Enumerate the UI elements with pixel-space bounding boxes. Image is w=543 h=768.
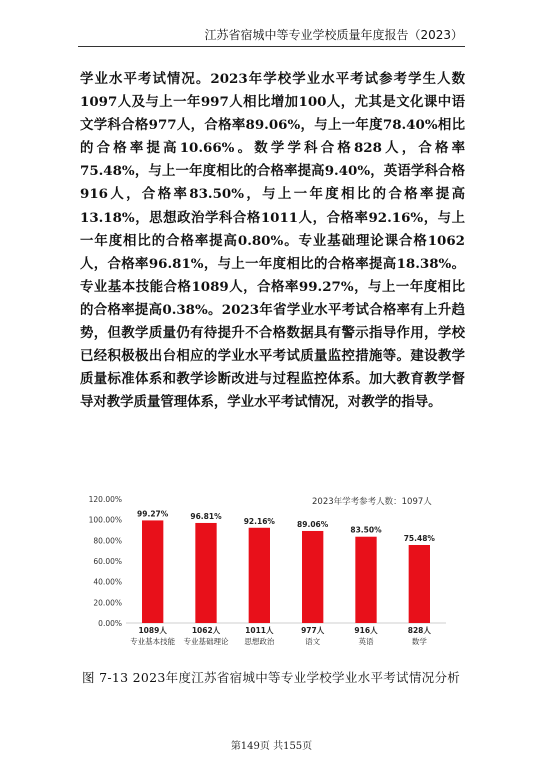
bar-count-label: 1011人 (245, 626, 274, 635)
bar-count-label: 1089人 (138, 626, 167, 635)
figure-caption: 图 7-13 2023年度江苏省宿城中等专业学校学业水平考试情况分析 (82, 670, 461, 685)
bar (409, 545, 430, 623)
y-tick-label: 100.00% (88, 515, 122, 525)
chart-annotation: 2023年学考参考人数：1097人 (312, 497, 432, 507)
pass-rate-chart-svg (80, 489, 452, 655)
bar-value-label: 92.16% (243, 516, 275, 526)
page-header: 江苏省宿城中等专业学校质量年度报告（2023） (204, 28, 463, 42)
x-category-label: 数学 (411, 637, 427, 646)
x-category-label: 专业基础理论 (183, 637, 229, 646)
bar-count-label: 828人 (407, 626, 431, 635)
bar (355, 537, 376, 623)
bar-value-label: 99.27% (137, 509, 169, 519)
bar-value-label: 89.06% (297, 519, 329, 529)
bar-count-label: 977人 (301, 626, 325, 635)
x-category-label: 语文 (305, 637, 321, 646)
y-tick-label: 60.00% (93, 557, 122, 566)
y-tick-label: 120.00% (88, 495, 122, 504)
bar-value-label: 96.81% (190, 511, 222, 521)
y-tick-label: 40.00% (93, 577, 122, 587)
x-category-label: 英语 (358, 637, 374, 646)
bar-count-label: 1062人 (191, 626, 221, 635)
x-category-label: 思想政治 (244, 637, 275, 646)
bar (249, 528, 270, 623)
bar-value-label: 83.50% (350, 525, 382, 535)
pass-rate-chart (80, 489, 452, 655)
y-tick-label: 80.00% (93, 536, 122, 546)
bar-value-label: 75.48% (403, 534, 435, 544)
header-divider (78, 46, 465, 47)
bar-count-label: 916人 (354, 626, 378, 635)
y-tick-label: 0.00% (98, 619, 122, 628)
bar (142, 520, 163, 623)
y-tick-label: 20.00% (93, 598, 122, 608)
bar (302, 531, 323, 623)
bar (195, 523, 216, 623)
body-paragraph: 学业水平考试情况。2023年学校学业水平考试参考学生人数1097人及与上一年997人相比增加100人，尤其是文化课中语文学科合格977人，合格率89.06%，与上一年度78.40%相比的合格率提高10.66%。数学学科合格828人，合格率75.48%，与上一年度相比的合格率提高9.40%，英语学科合格916人，合格率83.50%，与上一年度相比的合格率提高13.18%，思想政治学科合格1011人，合格率92.16%，与上一年度相比的合格率提高0.80%。专业基础理论课合格1062人，合格率96.81%，与上一年度相比的合格率提高18.38%。专业基本技能合格1089人，合格率99.27%，与上一年度相比的合格率提高0.38%。2023年省学业水平考试合格率有上升趋势，但教学质量仍有待提升不合格数据具有警示指导作用，学校已经积极极出台相应的学业水平考试质量监控措施等。建设教学质量标准体系和教学诊断改进与过程监控体系。加大教育教学督导对教学质量管理体系，学业水平考试情况，对教学的指导。 (80, 71, 465, 411)
page-footer: 第149页 共155页 (230, 741, 313, 752)
x-category-label: 专业基本技能 (130, 637, 176, 646)
